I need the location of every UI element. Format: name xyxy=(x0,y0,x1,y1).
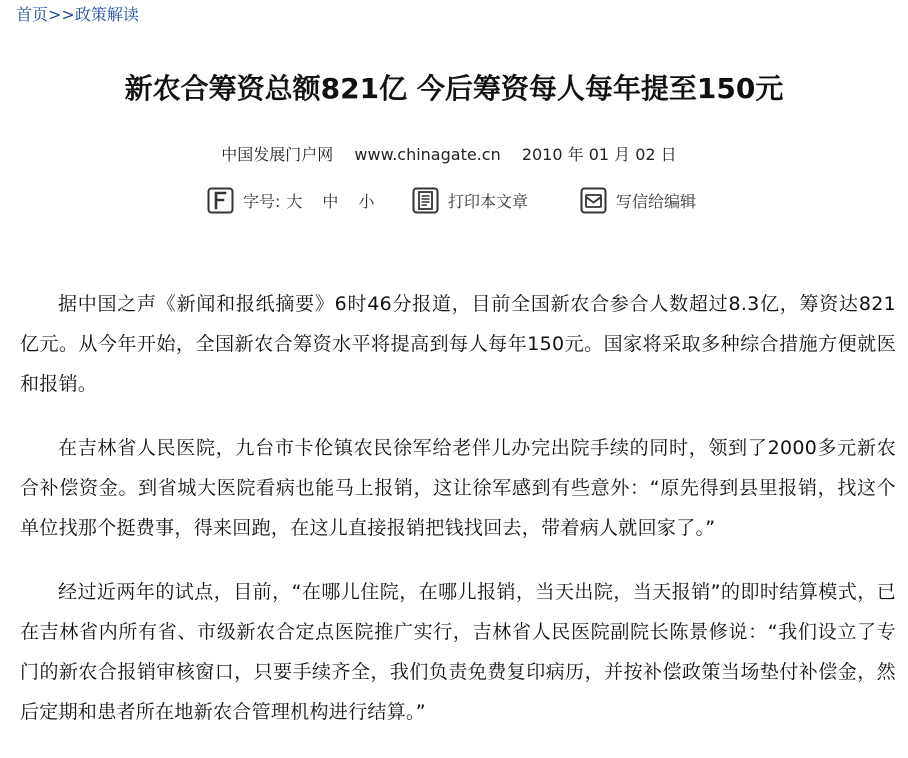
print-article-label: 打印本文章 xyxy=(448,191,529,211)
article-title: 新农合筹资总额821亿 今后筹资每人每年提至150元 xyxy=(124,72,784,105)
breadcrumb xyxy=(16,4,139,26)
article-date: 2010 年 01 月 02 日 xyxy=(521,145,677,164)
article-paragraph: 经过近两年的试点，目前，“在哪儿住院，在哪儿报销，当天出院，当天报销”的即时结算模式，已在吉林省内所有省、市级新农合定点医院推广实行，吉林省人民医院副院长陈景修说：“我们设立了专门的新农合报销审核窗口，只要手续齐全，我们负责免费复印病历，并按补偿政策当场垫付补偿金，然后定期和患者所在地新农合管理机构进行结算。” xyxy=(20,581,896,723)
article-source: 中国发展门户网 xyxy=(221,145,334,164)
mail-icon xyxy=(580,187,607,214)
mail-editor-button[interactable] xyxy=(580,186,696,214)
font-size-small-button[interactable]: 小 xyxy=(358,191,375,211)
font-size-label: 字号: xyxy=(243,191,281,211)
mail-editor-label: 写信给编辑 xyxy=(616,191,697,211)
breadcrumb-separator: >> xyxy=(48,5,75,24)
breadcrumb-section-link[interactable]: 政策解读 xyxy=(74,5,139,24)
print-article-button[interactable] xyxy=(412,186,528,214)
article-paragraph: 在吉林省人民医院，九台市卡伦镇农民徐军给老伴儿办完出院手续的同时，领到了2000多元新农合补偿资金。到省城大医院看病也能马上报销，这让徐军感到有些意外：“原先得到县里报销，找这个单位找那个挺费事，得来回跑，在这儿直接报销把钱找回去，带着病人就回家了。” xyxy=(20,437,896,539)
font-size-icon xyxy=(207,187,234,214)
font-size-medium-button[interactable]: 中 xyxy=(322,191,339,211)
print-icon xyxy=(412,187,439,214)
article-url: www.chinagate.cn xyxy=(354,145,501,164)
breadcrumb-home-link[interactable]: 首页 xyxy=(16,5,49,24)
font-size-tool xyxy=(207,186,374,214)
article-toolbar xyxy=(0,186,908,214)
article-paragraph: 据中国之声《新闻和报纸摘要》6时46分报道，目前全国新农合参合人数超过8.3亿，筹资达821亿元。从今年开始，全国新农合筹资水平将提高到每人每年150元。国家将采取多种综合措施方便就医和报销。 xyxy=(20,293,896,395)
font-size-large-button[interactable]: 大 xyxy=(286,191,303,211)
article-body xyxy=(20,284,896,756)
article-meta xyxy=(0,143,898,167)
